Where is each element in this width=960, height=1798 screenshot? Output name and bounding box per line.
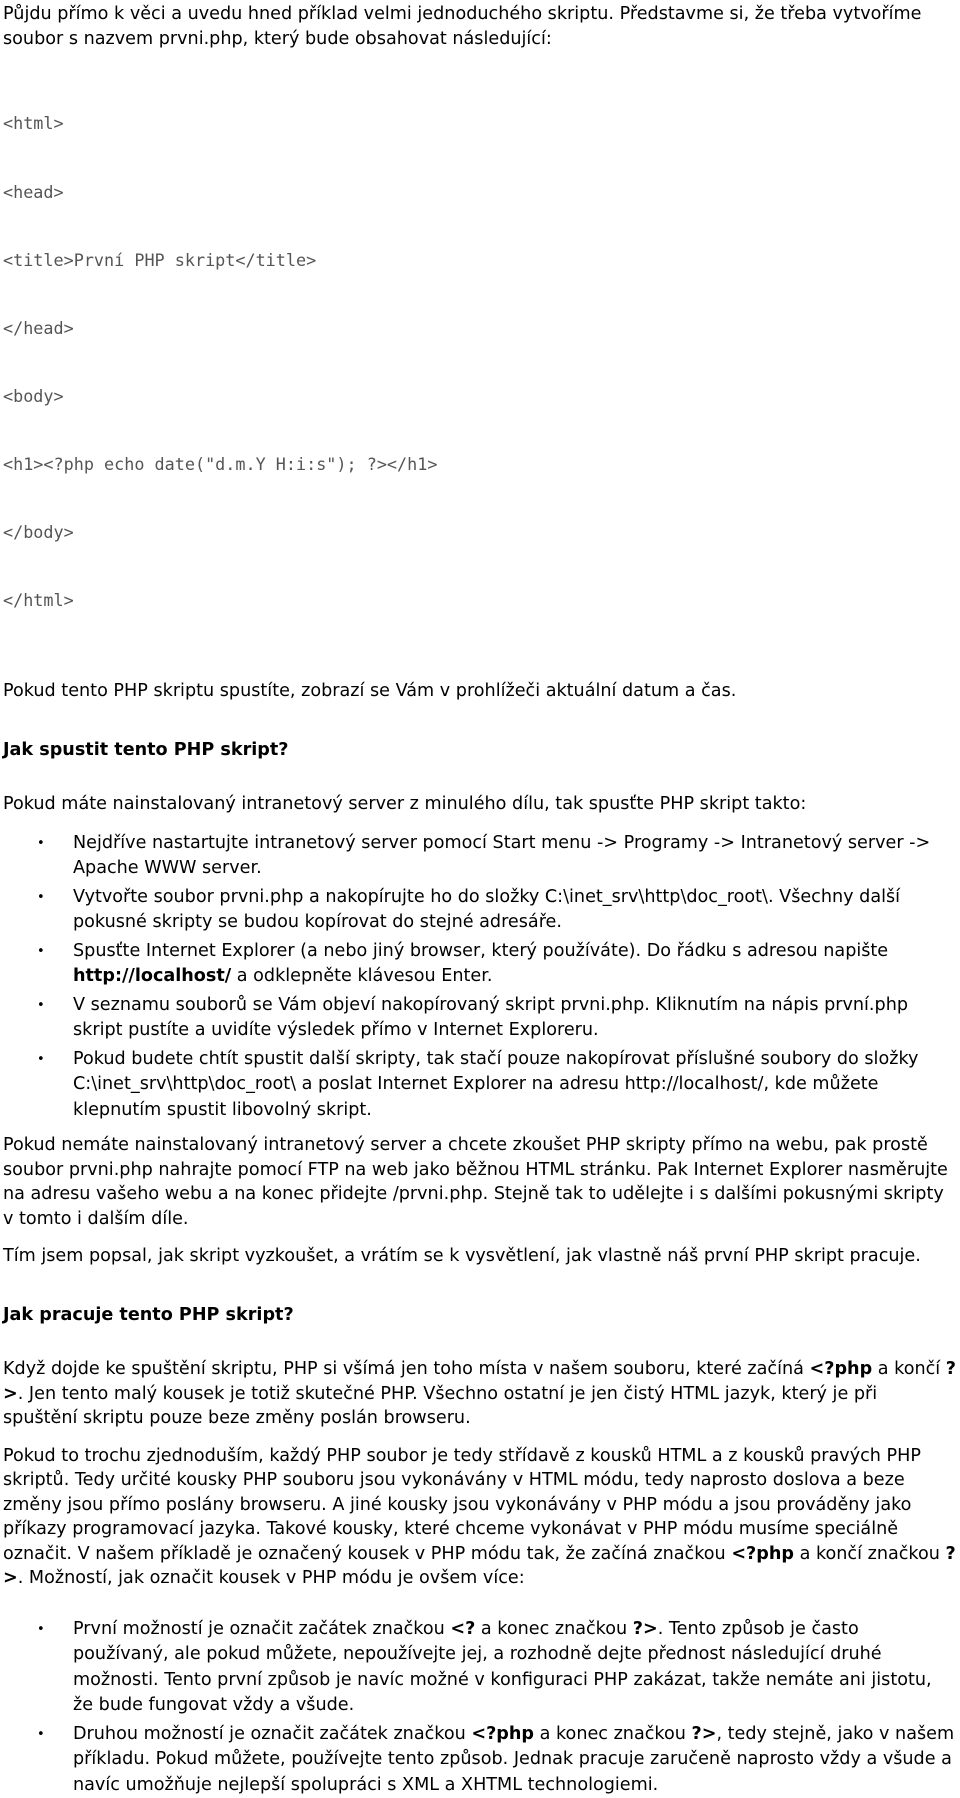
list-item: • První možností je označit začátek značkou <? a konec značkou ?>. Tento způsob je často používaný, ale pokud můžete, nepoužívejte jej, a rozhodně dejte přednost následující druhé možnosti. Tento první způsob je navíc možné v konfiguraci PHP zakázat, takže nemáte ani jistotu, že bude fungovat vždy a všude. xyxy=(3,1617,957,1719)
heading-how-to-run: Jak spustit tento PHP skript? xyxy=(3,739,289,760)
after-code-paragraph: Pokud tento PHP skriptu spustíte, zobrazí se Vám v prohlížeči aktuální datum a čas. xyxy=(3,681,737,702)
paragraph-installed-server: Pokud máte nainstalovaný intranetový server z minulého dílu, tak spusťte PHP skript takto: xyxy=(3,794,807,815)
code-line: <body> xyxy=(3,385,64,406)
code-line: </head> xyxy=(3,317,74,338)
code-line: <title>První PHP skript</title> xyxy=(3,249,317,270)
tag-options-list xyxy=(3,1617,957,1798)
list-item: • Nejdříve nastartujte intranetový server pomocí Start menu -> Programy -> Intranetový server -> Apache WWW server. xyxy=(3,831,957,882)
code-block xyxy=(3,67,957,657)
list-item: • Vytvořte soubor prvni.php a nakopírujte ho do složky C:\inet_srv\http\doc_root\. Všechny další pokusné skripty se budou kopírovat do stejné adresáře. xyxy=(3,885,957,936)
paragraph-summary: Tím jsem popsal, jak skript vyzkoušet, a vrátím se k vysvětlení, jak vlastně náš první PHP skript pracuje. xyxy=(3,1246,921,1267)
paragraph-php-mode: Když dojde ke spuštění skriptu, PHP si všímá jen toho místa v našem souboru, které začíná <?php a končí ?>. Jen tento malý kousek je totiž skutečné PHP. Všechno ostatní je jen čistý HTML jazyk, který je při spuštění skriptu pouze beze změny poslán browseru. xyxy=(3,1359,956,1429)
heading-how-it-works: Jak pracuje tento PHP skript? xyxy=(3,1304,294,1325)
code-line: <html> xyxy=(3,113,64,134)
code-line: <head> xyxy=(3,181,64,202)
intro-paragraph: Půjdu přímo k věci a uvedu hned příklad velmi jednoduchého skriptu. Představme si, že třeba vytvoříme soubor s nazvem prvni.php, který bude obsahovat následující: xyxy=(3,4,922,49)
list-item: • V seznamu souborů se Vám objeví nakopírovaný skript prvni.php. Kliknutím na nápis první.php skript pustíte a uvidíte výsledek přímo v Internet Exploreru. xyxy=(3,993,957,1044)
steps-list xyxy=(3,831,957,1124)
localhost-url: http://localhost/ xyxy=(73,966,232,987)
code-line: </body> xyxy=(3,521,74,542)
paragraph-html-php-mix: Pokud to trochu zjednoduším, každý PHP soubor je tedy střídavě z kousků HTML a z kousků pravých PHP skriptů. Tedy určité kousky PHP souboru jsou vykonávány v HTML módu, tedy naprosto doslova a beze změny jsou přímo poslány browseru. A jiné kousky jsou vykonávány v PHP módu a jsou prováděny jako příkazy programovací jazyka. Takové kousky, které chceme vykonávat v PHP módu musíme speciálně označit. V našem příkladě je označený kousek v PHP módu tak, že začíná značkou <?php a končí značkou ?>. Možností, jak označit kousek v PHP módu je ovšem více: xyxy=(3,1445,956,1589)
list-item: • Pokud budete chtít spustit další skripty, tak stačí pouze nakopírovat příslušné soubory do složky C:\inet_srv\http\doc_root\ a poslat Internet Explorer na adresu http://localhost/, kde můžete klepnutím spustit libovolný skript. xyxy=(3,1047,957,1124)
code-line: </html> xyxy=(3,590,74,611)
code-line: <h1><?php echo date("d.m.Y H:i:s"); ?></h1> xyxy=(3,453,438,474)
paragraph-no-server: Pokud nemáte nainstalovaný intranetový server a chcete zkoušet PHP skripty přímo na webu, pak prostě soubor prvni.php nahrajte pomocí FTP na web jako běžnou HTML stránku. Pak Internet Explorer nasměrujte na adresu vašeho webu a na konec přidejte /prvni.php. Stejně tak to udělejte i s dalšími pokusnými skripty v tomto i dalším díle. xyxy=(3,1135,948,1229)
list-item: • Druhou možností je označit začátek značkou <?php a konec značkou ?>, tedy stejně, jako v našem příkladu. Pokud můžete, používejte tento způsob. Jednak pracuje zaručeně naprosto vždy a všude a navíc umožňuje nejlepší spolupráci s XML a XHTML technologiemi. xyxy=(3,1722,957,1798)
list-item: • Spusťte Internet Explorer (a nebo jiný browser, který používáte). Do řádku s adresou napište http://localhost/ a odklepněte klávesou Enter. xyxy=(3,939,957,990)
